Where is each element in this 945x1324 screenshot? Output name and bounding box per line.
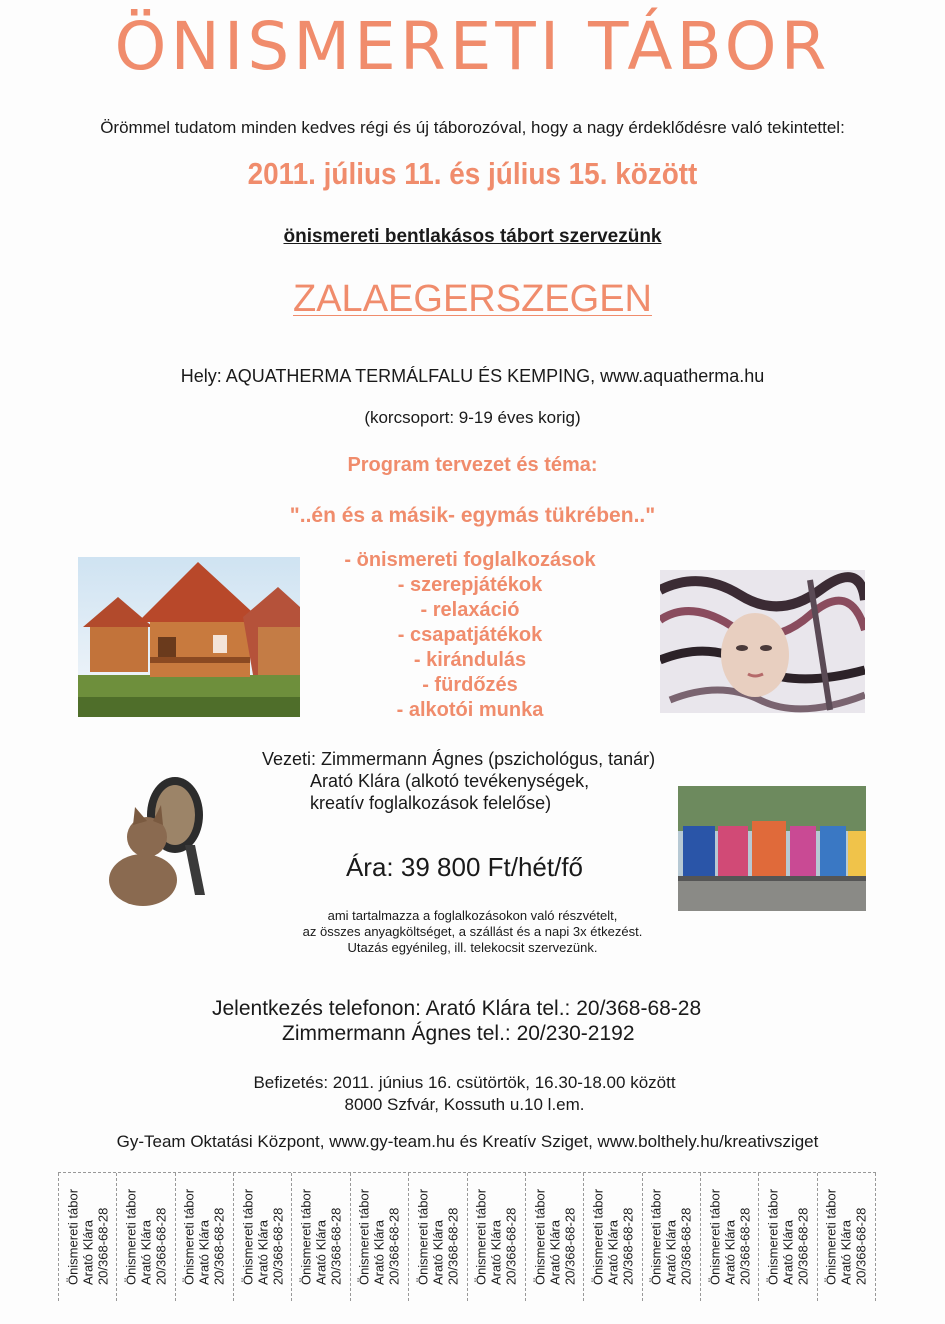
tab-line: Önismereti tábor bbox=[648, 1188, 664, 1286]
motto: "..én és a másik- egymás tükrében.." bbox=[289, 504, 656, 527]
registration-line-1: Jelentkezés telefonon: Arató Klára tel.: 20/368-68-28 bbox=[212, 997, 702, 1020]
tear-off-tab[interactable] bbox=[117, 1173, 175, 1301]
tab-line: Arató Klára bbox=[313, 1220, 329, 1286]
tab-line: Arató Klára bbox=[196, 1220, 212, 1286]
tab-text bbox=[65, 1189, 110, 1285]
payment-info bbox=[0, 1072, 945, 1116]
tab-line: 20/368-68-28 bbox=[853, 1207, 869, 1286]
footer bbox=[0, 1132, 945, 1152]
tab-text bbox=[649, 1189, 694, 1285]
activity-item: - önismereti foglalkozások bbox=[344, 549, 596, 571]
intro-text: Örömmel tudatom minden kedves régi és új táborozóval, hogy a nagy érdeklődésre való tekintettel: bbox=[100, 118, 845, 137]
tab-line: 20/368-68-28 bbox=[445, 1207, 461, 1286]
vakacio-illustration bbox=[678, 786, 866, 911]
tab-text bbox=[124, 1189, 169, 1285]
activities-list bbox=[300, 548, 640, 723]
tab-line: Önismereti tábor bbox=[65, 1188, 81, 1286]
tab-line: Arató Klára bbox=[255, 1220, 271, 1286]
city-text: ZALAEGERSZEGEN bbox=[293, 278, 652, 320]
tab-line: 20/368-68-28 bbox=[328, 1207, 344, 1286]
tab-line: Arató Klára bbox=[430, 1220, 446, 1286]
activity-item: - fürdőzés bbox=[422, 674, 518, 696]
tab-text bbox=[415, 1189, 460, 1285]
tab-line: Arató Klára bbox=[80, 1220, 96, 1286]
tear-off-tab[interactable] bbox=[234, 1173, 292, 1301]
price bbox=[0, 852, 945, 883]
tear-off-tab[interactable] bbox=[292, 1173, 350, 1301]
tab-line: Arató Klára bbox=[780, 1220, 796, 1286]
tab-text bbox=[182, 1189, 227, 1285]
payment-line: 8000 Szfvár, Kossuth u.10 l.em. bbox=[344, 1095, 585, 1114]
tab-text bbox=[765, 1189, 810, 1285]
city bbox=[0, 278, 945, 321]
tab-line: Önismereti tábor bbox=[123, 1188, 139, 1286]
tab-text bbox=[357, 1189, 402, 1285]
tab-line: Arató Klára bbox=[722, 1220, 738, 1286]
payment-line: Befizetés: 2011. június 16. csütörtök, 16.30-18.00 között bbox=[253, 1073, 676, 1092]
tab-line: Önismereti tábor bbox=[181, 1188, 197, 1286]
includes-line: az összes anyagköltséget, a szállást és a napi 3x étkezést. bbox=[302, 924, 643, 939]
activity-item: - alkotói munka bbox=[396, 699, 544, 721]
tab-line: 20/368-68-28 bbox=[737, 1207, 753, 1286]
leader-line: Vezeti: Zimmermann Ágnes (pszichológus, tanár) bbox=[262, 749, 656, 769]
tab-line: Arató Klára bbox=[663, 1220, 679, 1286]
tab-line: Arató Klára bbox=[138, 1220, 154, 1286]
footer-text: Gy-Team Oktatási Központ, www.gy-team.hu és Kreatív Sziget, www.bolthely.hu/kreativsziget bbox=[116, 1132, 819, 1151]
leader-line: Arató Klára (alkotó tevékenységek, bbox=[310, 771, 590, 791]
tab-text bbox=[707, 1189, 752, 1285]
tear-off-tab[interactable] bbox=[409, 1173, 467, 1301]
tab-text bbox=[299, 1189, 344, 1285]
tear-off-tab[interactable] bbox=[526, 1173, 584, 1301]
tab-text bbox=[474, 1189, 519, 1285]
activity-item: - csapatjátékok bbox=[397, 624, 543, 646]
activity-item: - kirándulás bbox=[413, 649, 527, 671]
tab-line: Önismereti tábor bbox=[415, 1188, 431, 1286]
tab-line: 20/368-68-28 bbox=[503, 1207, 519, 1286]
tab-line: Önismereti tábor bbox=[707, 1188, 723, 1286]
cat-illustration bbox=[95, 775, 220, 915]
tear-off-tab[interactable] bbox=[351, 1173, 409, 1301]
tab-line: 20/368-68-28 bbox=[386, 1207, 402, 1286]
tear-off-tab[interactable] bbox=[818, 1173, 876, 1301]
tab-line: Önismereti tábor bbox=[823, 1188, 839, 1286]
camp-date: 2011. július 11. és július 15. között bbox=[247, 156, 698, 191]
tab-line: Önismereti tábor bbox=[356, 1188, 372, 1286]
cabin-photo bbox=[78, 557, 300, 717]
venue-text: Hely: AQUATHERMA TERMÁLFALU ÉS KEMPING, www.aquatherma.hu bbox=[180, 366, 765, 386]
cat-mirror-photo bbox=[95, 775, 220, 915]
tab-line: 20/368-68-28 bbox=[795, 1207, 811, 1286]
vakacio-photo bbox=[678, 786, 866, 911]
tab-line: Arató Klára bbox=[547, 1220, 563, 1286]
price-text: Ára: 39 800 Ft/hét/fő bbox=[345, 852, 584, 882]
tab-line: 20/368-68-28 bbox=[153, 1207, 169, 1286]
tab-line: 20/368-68-28 bbox=[562, 1207, 578, 1286]
mirror-face-artwork bbox=[660, 570, 865, 713]
cabin-illustration bbox=[78, 557, 300, 717]
tab-line: Arató Klára bbox=[605, 1220, 621, 1286]
price-includes bbox=[0, 908, 945, 956]
tab-line: 20/368-68-28 bbox=[270, 1207, 286, 1286]
tab-line: Arató Klára bbox=[838, 1220, 854, 1286]
tab-line: 20/368-68-28 bbox=[95, 1207, 111, 1286]
includes-line: Utazás egyénileg, ill. telekocsit szervezünk. bbox=[347, 940, 598, 955]
tab-line: Önismereti tábor bbox=[473, 1188, 489, 1286]
leaders bbox=[262, 748, 655, 814]
tab-line: 20/368-68-28 bbox=[678, 1207, 694, 1286]
tab-text bbox=[532, 1189, 577, 1285]
tear-off-tab[interactable] bbox=[176, 1173, 234, 1301]
tear-off-tab[interactable] bbox=[58, 1173, 117, 1301]
tab-text bbox=[240, 1189, 285, 1285]
tear-off-tab[interactable] bbox=[759, 1173, 817, 1301]
subheading bbox=[0, 226, 945, 248]
tear-off-tabs bbox=[58, 1172, 876, 1301]
tear-off-tab[interactable] bbox=[468, 1173, 526, 1301]
program-heading: Program tervezet és téma: bbox=[347, 454, 598, 476]
tear-off-tab[interactable] bbox=[643, 1173, 701, 1301]
tear-off-tab[interactable] bbox=[701, 1173, 759, 1301]
includes-line: ami tartalmazza a foglalkozásokon való részvételt, bbox=[327, 908, 618, 923]
tab-line: Önismereti tábor bbox=[765, 1188, 781, 1286]
tab-line: Arató Klára bbox=[488, 1220, 504, 1286]
subheading-text: önismereti bentlakásos tábort szervezünk bbox=[283, 226, 662, 247]
tab-line: Önismereti tábor bbox=[298, 1188, 314, 1286]
tab-line: 20/368-68-28 bbox=[211, 1207, 227, 1286]
tab-line: Önismereti tábor bbox=[240, 1188, 256, 1286]
tab-line: Önismereti tábor bbox=[590, 1188, 606, 1286]
tab-text bbox=[824, 1189, 869, 1285]
tear-off-tab[interactable] bbox=[584, 1173, 642, 1301]
tab-line: Arató Klára bbox=[371, 1220, 387, 1286]
activity-item: - relaxáció bbox=[420, 599, 520, 621]
age-group: (korcsoport: 9-19 éves korig) bbox=[364, 408, 581, 427]
tab-text bbox=[590, 1189, 635, 1285]
artwork-illustration bbox=[660, 570, 865, 713]
registration-line-2: Zimmermann Ágnes tel.: 20/230-2192 bbox=[282, 1022, 635, 1045]
leader-line: kreatív foglalkozások felelőse) bbox=[310, 793, 552, 813]
activity-item: - szerepjátékok bbox=[397, 574, 543, 596]
poster-title: ÖNISMERETI TÁBOR bbox=[114, 8, 831, 85]
tab-line: Önismereti tábor bbox=[532, 1188, 548, 1286]
tab-line: 20/368-68-28 bbox=[620, 1207, 636, 1286]
